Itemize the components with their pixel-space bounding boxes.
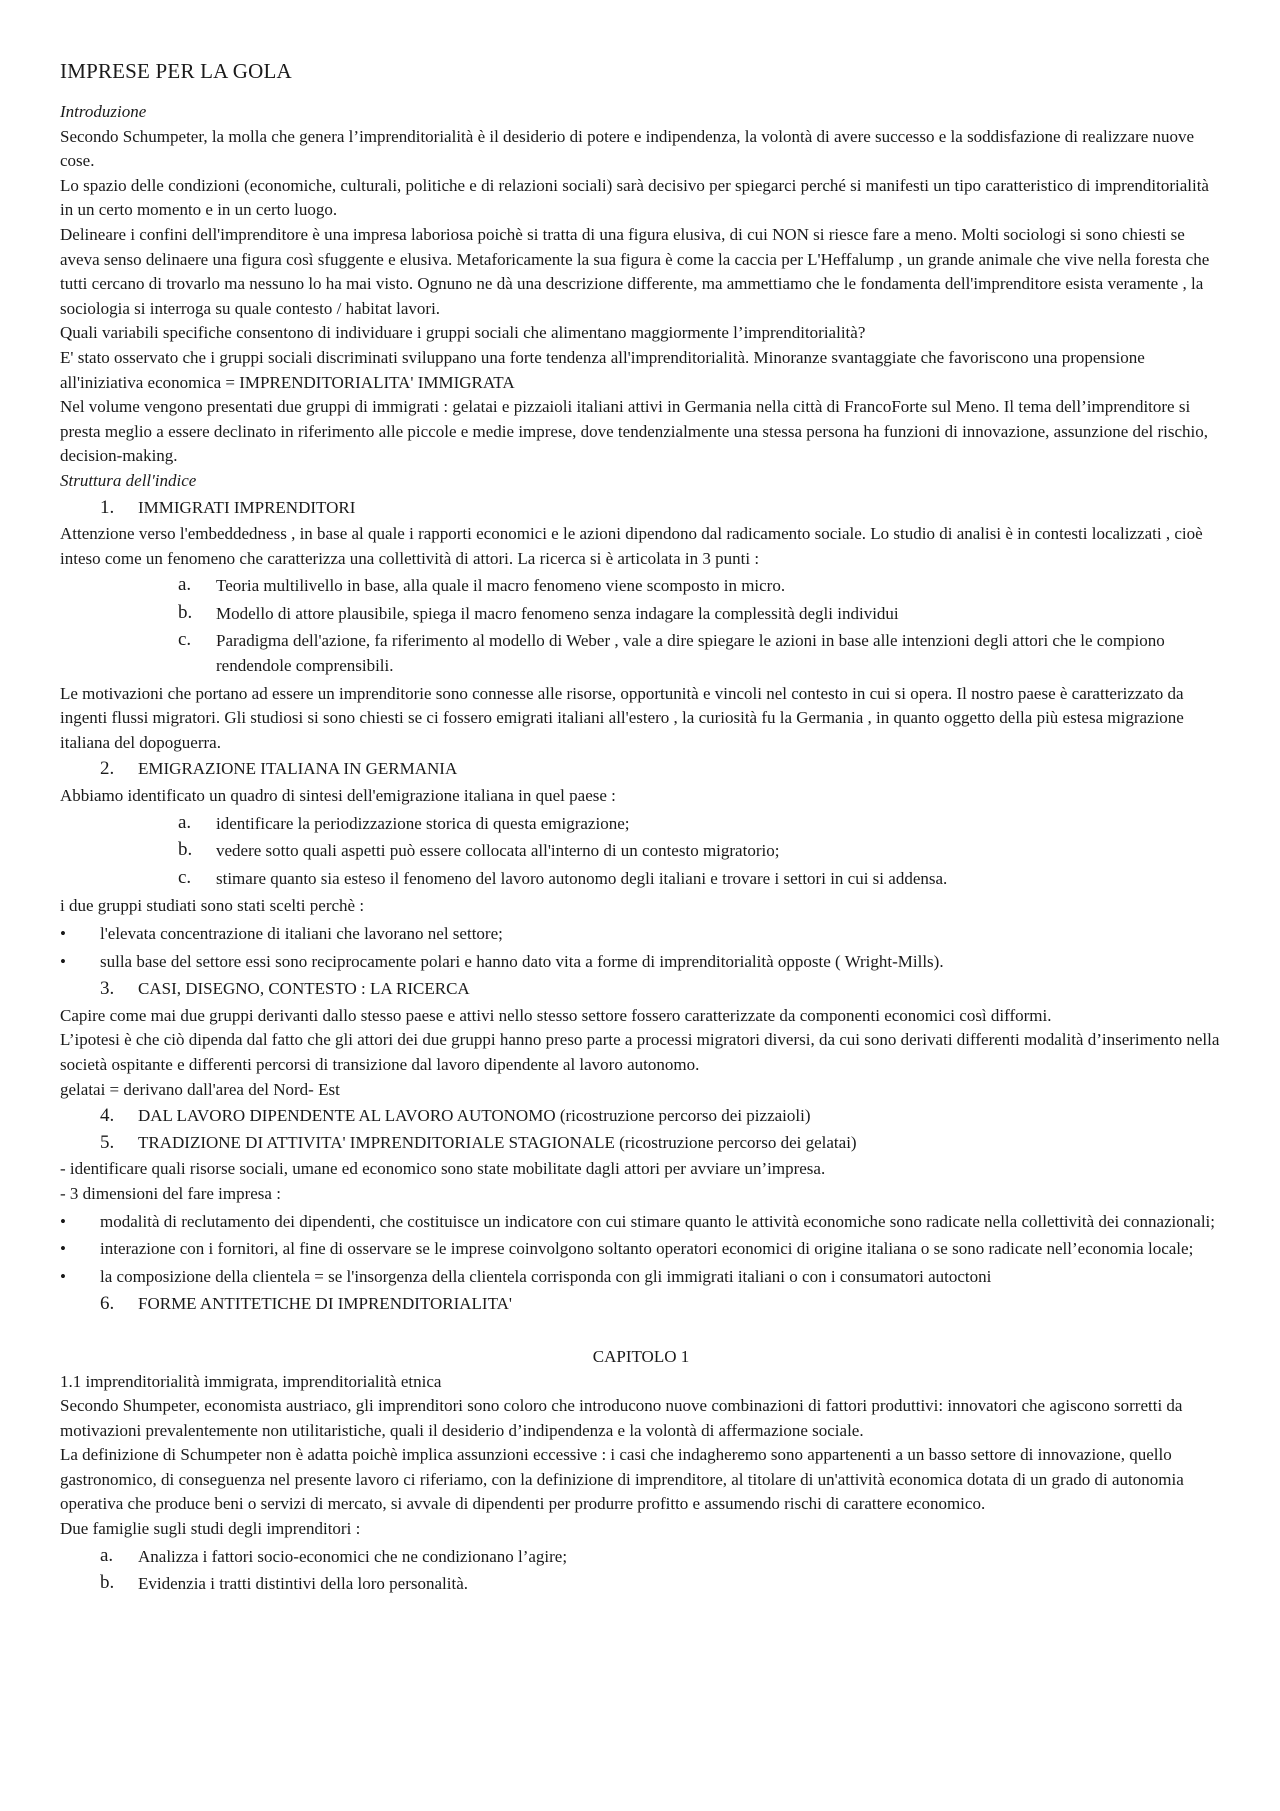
list-item — [60, 867, 1222, 892]
list-text: Modello di attore plausibile, spiega il macro fenomeno senza indagare la complessità degli individui — [216, 603, 899, 623]
list-item — [60, 1572, 1222, 1597]
section-number: 4. — [100, 1105, 115, 1127]
list-letter: a. — [178, 574, 192, 596]
intro-paragraph: Delineare i confini dell'imprenditore è una impresa laboriosa poichè si tratta di una figura elusiva, di cui NON si riesce fare a meno. Molti sociologi si sono chiesti se aveva senso delinaere una figura così sfuggente e elusiva. Metaforicamente la sua figura è come la caccia per L'Heffalump , un grande animale che vive nella foresta che tutti cercano di trovarlo ma nessuno lo ha mai visto. Ognuno ne dà una descrizione differente, ma ammettiamo che le fondamenta dell'imprenditore esista veramente , la sociologia si interroga su quale contesto / habitat lavori. — [60, 224, 1210, 318]
document-content — [60, 56, 1222, 1600]
bullet-icon: • — [60, 1239, 66, 1259]
bullet-icon: • — [60, 951, 66, 971]
section-title: CASI, DISEGNO, CONTESTO : LA RICERCA — [138, 979, 470, 999]
list-item — [60, 629, 1222, 678]
section-2-list — [60, 812, 1222, 892]
section-1-after: Le motivazioni che portano ad essere un imprenditorie sono connesse alle risorse, opportunità e vincoli nel contesto in cui si opera. Il nostro paese è caratterizzato da ingenti flussi migratori. Gli studiosi si sono chiesti se ci fossero emigrati italiani all'estero , la curiosità fu la Germania , in quanto oggetto della più estesa migrazione italiana del dopoguerra. — [60, 683, 1184, 752]
section-number: 2. — [100, 758, 115, 780]
list-item — [60, 1545, 1222, 1570]
section-title: FORME ANTITETICHE DI IMPRENDITORIALITA' — [138, 1294, 512, 1314]
section-5-line: - identificare quali risorse sociali, umane ed economico sono state mobilitate dagli attori per avviare un’impresa. — [60, 1159, 826, 1179]
list-text: Teoria multilivello in base, alla quale il macro fenomeno viene scomposto in micro. — [216, 576, 786, 596]
structure-heading: Struttura dell'indice — [60, 470, 197, 490]
bullet-item — [60, 922, 1222, 947]
list-text: identificare la periodizzazione storica di questa emigrazione; — [216, 813, 630, 833]
bullet-text: sulla base del settore essi sono reciprocamente polari e hanno dato vita a forme di imprenditorialità opposte ( Wright-Mills). — [100, 951, 944, 971]
section-2-text: Abbiamo identificato un quadro di sintesi dell'emigrazione italiana in quel paese : — [60, 786, 616, 806]
list-letter: a. — [178, 811, 192, 833]
section-1-text: Attenzione verso l'embeddedness , in base al quale i rapporti economici e le azioni dipendono dal radicamento sociale. Lo studio di analisi è in contesti localizzati , cioè inteso come un fenomeno che caratterizza una collettività di attori. La ricerca si è articolata in 3 punti : — [60, 524, 1203, 568]
bullet-text: interazione con i fornitori, al fine di osservare se le imprese coinvolgono soltanto operatori economici di origine italiana o se sono radicate nell’economia locale; — [100, 1239, 1194, 1259]
list-letter: c. — [178, 629, 192, 651]
list-letter: a. — [100, 1544, 114, 1566]
list-letter: b. — [100, 1572, 115, 1594]
section-1-heading — [60, 496, 1222, 521]
list-letter: b. — [178, 839, 193, 861]
intro-paragraph: Secondo Schumpeter, la molla che genera l’imprenditorialità è il desiderio di potere e indipendenza, la volontà di avere successo e la soddisfazione di realizzare nuove cose. — [60, 126, 1195, 171]
bullet-text: la composizione della clientela = se l'insorgenza della clientela corrisponda con gli immigrati italiani o con i consumatori autoctoni — [100, 1266, 992, 1286]
bullet-item — [60, 1265, 1222, 1290]
chapter-title: CAPITOLO 1 — [592, 1346, 690, 1366]
section-title: IMMIGRATI IMPRENDITORI — [138, 497, 356, 517]
intro-paragraph: Quali variabili specifiche consentono di individuare i gruppi sociali che alimentano maggiormente l’imprenditorialità? — [60, 323, 866, 343]
section-number: 6. — [100, 1293, 115, 1315]
bullet-text: l'elevata concentrazione di italiani che lavorano nel settore; — [100, 924, 503, 943]
section-3-paragraph: Capire come mai due gruppi derivanti dallo stesso paese e attivi nello stesso settore fossero caratterizzate da componenti economici così difformi. — [60, 1005, 1052, 1025]
section-2-heading — [60, 757, 1222, 782]
list-text: Evidenzia i tratti distintivi della loro personalità. — [138, 1574, 468, 1594]
chapter-paragraph: La definizione di Schumpeter non è adatta poichè implica assunzioni eccessive : i casi che indagheremo sono appartenenti a un basso settore di innovazione, quello gastronomico, di conseguenza nel presente lavoro ci riferiamo, con la definizione di imprenditore, al titolare di un'attività economica dotata di un grado di autonomia operativa che produce beni o servizi di mercato, si avvale di dipendenti per produrre profitto e assumendo rischi di carattere economico. — [60, 1445, 1184, 1514]
bullet-text: modalità di reclutamento dei dipendenti, che costituisce un indicatore con cui stimare quanto le attività economiche sono radicate nella collettività dei connazionali; — [100, 1211, 1215, 1231]
bullet-icon: • — [60, 1266, 66, 1286]
section-title: TRADIZIONE DI ATTIVITA' IMPRENDITORIALE STAGIONALE (ricostruzione percorso dei gelatai) — [138, 1132, 857, 1152]
chapter-subtitle: 1.1 imprenditorialità immigrata, imprenditorialità etnica — [60, 1371, 442, 1391]
bullet-icon: • — [60, 1211, 66, 1231]
list-letter: b. — [178, 601, 193, 623]
section-number: 5. — [100, 1131, 115, 1153]
section-5-heading — [60, 1131, 1222, 1156]
list-item — [60, 839, 1222, 864]
section-3-heading — [60, 977, 1222, 1002]
document-title: IMPRESE PER LA GOLA — [60, 59, 292, 83]
chapter-paragraph: Due famiglie sugli studi degli imprenditori : — [60, 1519, 361, 1539]
section-4-heading — [60, 1104, 1222, 1129]
list-text: stimare quanto sia esteso il fenomeno del lavoro autonomo degli italiani e trovare i settori in cui si addensa. — [216, 868, 948, 888]
section-1-list — [60, 574, 1222, 678]
intro-paragraph: Lo spazio delle condizioni (economiche, culturali, politiche e di relazioni sociali) sarà decisivo per spiegarci perché si manifesti un tipo caratteristico di imprenditorialità in un certo momento e in un certo luogo. — [60, 175, 1209, 220]
section-3-paragraph: gelatai = derivano dall'area del Nord- Est — [60, 1079, 340, 1099]
bullet-item — [60, 1210, 1222, 1235]
intro-heading: Introduzione — [60, 102, 147, 121]
section-2-after: i due gruppi studiati sono stati scelti perchè : — [60, 896, 365, 916]
list-item — [60, 602, 1222, 627]
list-text: vedere sotto quali aspetti può essere collocata all'interno di un contesto migratorio; — [216, 841, 780, 861]
section-5-line: - 3 dimensioni del fare impresa : — [60, 1183, 281, 1203]
list-letter: c. — [178, 866, 192, 888]
list-item — [60, 812, 1222, 837]
list-text: Paradigma dell'azione, fa riferimento al modello di Weber , vale a dire spiegare le azioni in base alle intenzioni degli attori che le compiono rendendole comprensibili. — [216, 631, 1165, 676]
bullet-item — [60, 950, 1222, 975]
section-6-heading — [60, 1292, 1222, 1317]
section-number: 3. — [100, 978, 115, 1000]
section-title: EMIGRAZIONE ITALIANA IN GERMANIA — [138, 759, 458, 779]
intro-paragraph: Nel volume vengono presentati due gruppi di immigrati : gelatai e pizzaioli italiani attivi in Germania nella città di FrancoForte sul Meno. Il tema dell’imprenditore si presta meglio a essere declinato in riferimento alle piccole e medie imprese, dove tendenzialmente una stessa persona ha funzioni di innovazione, assunzione del rischio, decision-making. — [60, 397, 1209, 466]
chapter-paragraph: Secondo Shumpeter, economista austriaco, gli imprenditori sono coloro che introducono nuove combinazioni di fattori produttivi: innovatori che agiscono sorretti da motivazioni prevalentemente non utilitaristiche, quali il desiderio d’indipendenza e la volontà di affermazione sociale. — [60, 1396, 1183, 1440]
intro-paragraph: E' stato osservato che i gruppi sociali discriminati sviluppano una forte tendenza all'imprenditorialità. Minoranze svantaggiate che favoriscono una propensione all'iniziativa economica = IMPRENDITORIALITA' IMMIGRATA — [60, 347, 1145, 392]
list-item — [60, 574, 1222, 599]
section-number: 1. — [100, 496, 115, 518]
section-3-paragraph: L’ipotesi è che ciò dipenda dal fatto che gli attori dei due gruppi hanno preso parte a processi migratori diversi, da cui sono derivati differenti modalità d’inserimento nella società ospitante e differenti percorsi di transizione dal lavoro dipendente al lavoro autonomo. — [60, 1030, 1220, 1074]
section-title: DAL LAVORO DIPENDENTE AL LAVORO AUTONOMO (ricostruzione percorso dei pizzaioli) — [138, 1106, 811, 1126]
bullet-item — [60, 1237, 1222, 1262]
list-text: Analizza i fattori socio-economici che ne condizionano l’agire; — [138, 1546, 568, 1566]
bullet-icon: • — [60, 924, 66, 943]
